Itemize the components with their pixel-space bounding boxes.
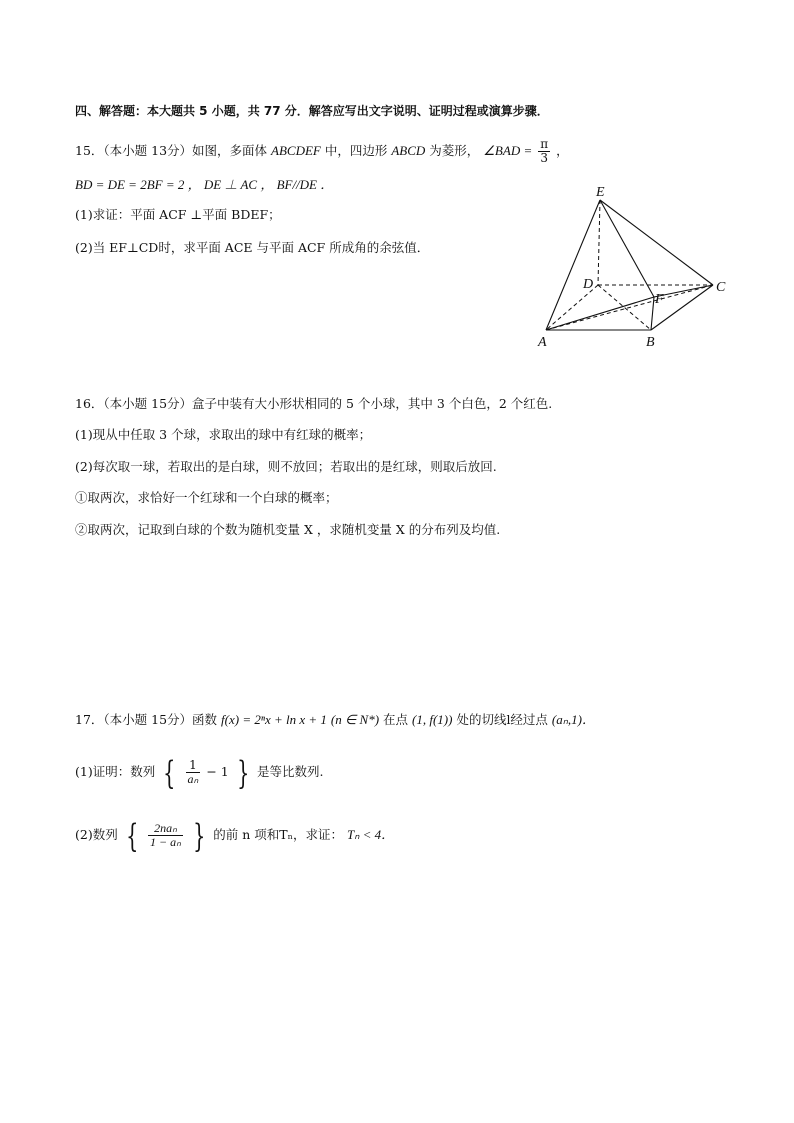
q15-intro-line xyxy=(75,138,569,165)
q17-p2-fraction xyxy=(148,822,183,849)
edge-EC xyxy=(600,200,713,285)
q15-frac-num: π xyxy=(540,137,549,151)
q17-part1-post: 是等比数列. xyxy=(257,764,324,779)
q17-domain: (n ∈ N*) xyxy=(330,712,380,727)
q17-part2-pre: (2)数列 xyxy=(75,827,118,842)
q15-frac-den: 3 xyxy=(540,151,548,165)
q17-intro-line xyxy=(75,712,595,728)
q15-conditions: BD = DE = 2BF = 2 ， DE ⊥ AC ， BF//DE ． xyxy=(75,177,334,192)
q15-intro: 15．（本小题 13分）如图，多面体 xyxy=(75,143,268,158)
q17-function: f(x) = 2ⁿx + ln x + 1 xyxy=(221,712,327,727)
edge-DB-hidden xyxy=(598,285,651,330)
q15-quadrilateral: ABCD xyxy=(391,143,426,158)
section-header: 四、解答题：本大题共 5 小题，共 77 分．解答应写出文字说明、证明过程或演算步骤． xyxy=(75,104,549,118)
edge-AF xyxy=(546,297,654,330)
q15-part1: (1)求证：平面 ACF ⊥平面 BDEF； xyxy=(75,207,281,222)
q17-part2-line xyxy=(75,816,395,855)
label-E: E xyxy=(596,185,605,200)
edge-AC-hidden xyxy=(546,285,713,330)
edge-ED-hidden xyxy=(598,200,600,285)
right-brace: } xyxy=(192,816,206,855)
label-A: A xyxy=(538,335,547,350)
q17-p1-fraction xyxy=(186,759,201,786)
q15-part2: (2)当 EF⊥CD时，求平面 ACE 与平面 ACF 所成角的余弦值． xyxy=(75,240,430,255)
label-C: C xyxy=(716,280,726,295)
q17-point: (1, f(1)) xyxy=(412,712,453,727)
q17-part1-pre: (1)证明：数列 xyxy=(75,764,156,779)
q15-angle: ∠BAD = xyxy=(483,143,533,158)
q16-part1: (1)现从中任取 3 个球，求取出的球中有红球的概率； xyxy=(75,427,372,442)
edge-EA xyxy=(546,200,600,330)
q17-tail: 处的切线l经过点 xyxy=(456,712,548,727)
q17-inequality: Tₙ < 4． xyxy=(347,827,395,842)
left-brace: { xyxy=(125,816,138,855)
q17-p1-den: aₙ xyxy=(187,772,199,786)
q15-mid: 中，四边形 xyxy=(324,143,388,158)
q16-intro: 16．（本小题 15分）盒子中装有大小形状相同的 5 个小球，其中 3 个白色，2 个红色. xyxy=(75,396,553,411)
q15-angle-fraction xyxy=(538,138,550,165)
q17-part1-line xyxy=(75,753,324,792)
q17-p2-num: 2naₙ xyxy=(148,822,183,836)
q16-part2: (2)每次取一球，若取出的是白球，则不放回；若取出的是红球，则取后放回. xyxy=(75,459,497,474)
q17-mid: 在点 xyxy=(383,712,409,727)
q17-p2-den: 1 − aₙ xyxy=(150,835,181,849)
q16-sub2: ②取两次，记取到白球的个数为随机变量 X ，求随机变量 X 的分布列及均值. xyxy=(75,522,501,537)
q17-part2-post: 的前 n 项和Tₙ，求证： xyxy=(213,827,344,842)
q15-comma: ， xyxy=(556,143,569,158)
q15-mid2: 为菱形， xyxy=(429,143,480,158)
q16-sub1: ①取两次，求恰好一个红球和一个白球的概率； xyxy=(75,490,338,505)
left-brace: { xyxy=(163,753,176,792)
right-brace: } xyxy=(236,753,249,792)
q17-point2: (aₙ,1)． xyxy=(551,712,596,727)
q17-intro: 17．（本小题 15分）函数 xyxy=(75,712,218,727)
edge-EF xyxy=(600,200,654,297)
polyhedron-figure xyxy=(530,185,730,350)
label-B: B xyxy=(646,335,655,350)
label-D: D xyxy=(583,277,594,292)
q17-p1-minus: − 1 xyxy=(206,764,229,779)
edge-BF xyxy=(651,297,654,330)
label-F: F xyxy=(655,292,664,307)
q15-polyhedron: ABCDEF xyxy=(271,143,321,158)
q17-p1-num: 1 xyxy=(186,759,201,773)
